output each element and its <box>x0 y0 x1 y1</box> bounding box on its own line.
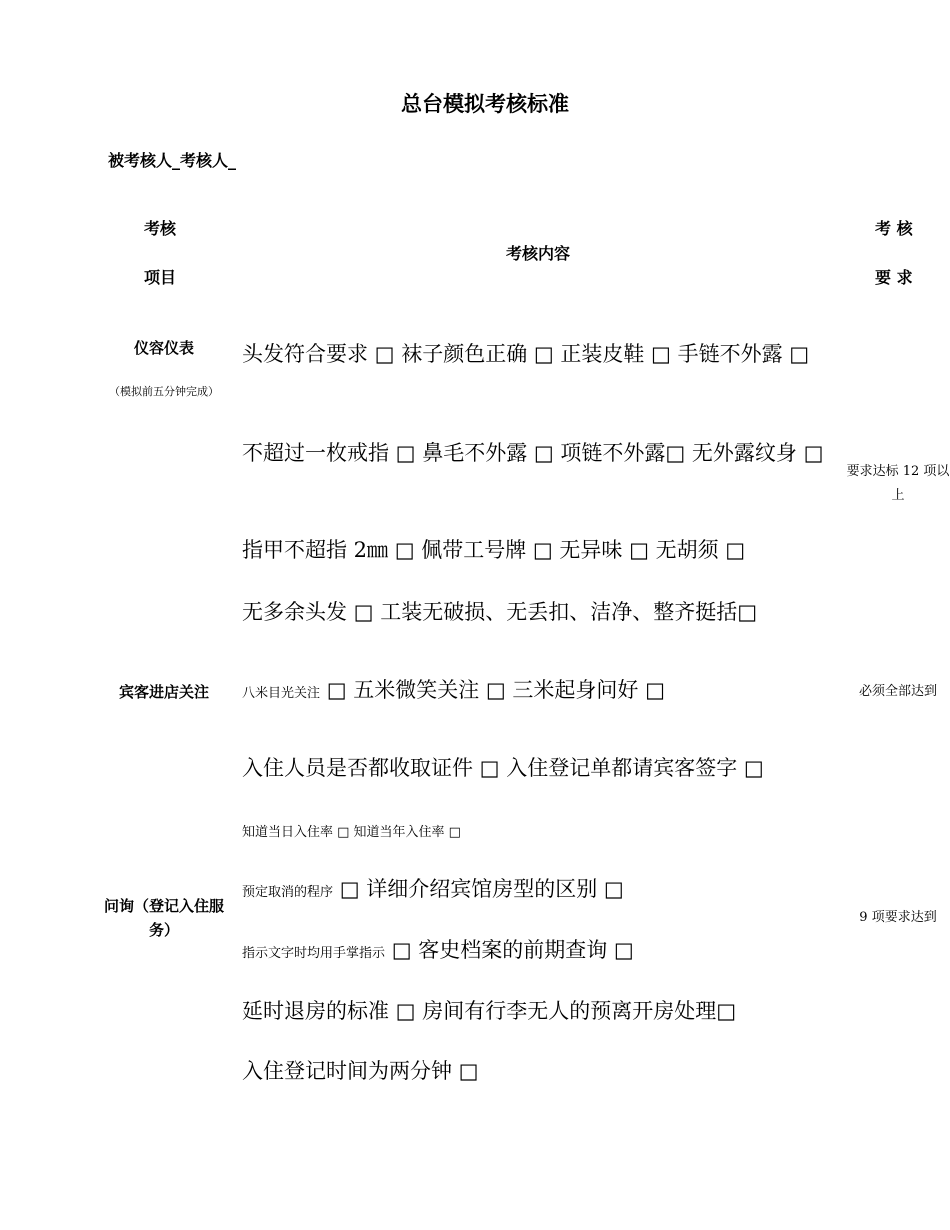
document-title: 总台模拟考核标准 <box>401 92 569 116</box>
requirement-inquiry-checkin: 9 项要求达到 <box>859 910 937 925</box>
checklist-line <box>242 750 852 790</box>
requirement-guest-arrival: 必须全部达到 <box>858 684 937 699</box>
checklist-text: 延时退房的标准 □ 房间有行李无人的预离开房处理□ <box>242 999 737 1023</box>
checklist-line <box>242 672 852 712</box>
checklist-line <box>242 811 852 851</box>
checklist-text-small: 知道当日入住率 □ 知道当年入住率 □ <box>242 825 461 840</box>
checklist-line <box>242 871 852 911</box>
checklist-text: 入住人员是否都收取证件 □ 入住登记单都请宾客签字 □ <box>242 756 764 780</box>
checklist-line <box>242 932 852 972</box>
section-label-inquiry-checkin: 问询（登记入住服务） <box>103 897 224 939</box>
checklist-line: 无多余头发 □ 工装无破损、无丢扣、洁净、整齐挺括□ <box>242 600 758 624</box>
examinee-examiner-line: 被考核人_考核人_ <box>108 151 237 170</box>
checklist-text: □ 五米微笑关注 □ 三米起身问好 □ <box>320 678 665 702</box>
section-label-guest-arrival: 宾客进店关注 <box>118 683 209 701</box>
requirement-appearance: 要求达标 12 项以上 <box>846 464 950 503</box>
checklist-text-small: 八米目光关注 <box>242 686 321 701</box>
checklist-text: 入住登记时间为两分钟 □ <box>242 1059 479 1083</box>
checklist-line: 指甲不超指 2㎜ □ 佩带工号牌 □ 无异味 □ 无胡须 □ <box>242 538 746 562</box>
header-content: 考核内容 <box>506 244 571 263</box>
section-label-appearance: 仪容仪表 <box>133 339 194 357</box>
checklist-line: 头发符合要求 □ 袜子颜色正确 □ 正装皮鞋 □ 手链不外露 □ <box>242 342 810 366</box>
header-requirement-line1: 考 核 <box>875 219 913 238</box>
checklist-text-small: 指示文字时均用手掌指示 <box>242 946 386 961</box>
checklist-line: 不超过一枚戒指 □ 鼻毛不外露 □ 项链不外露□ 无外露纹身 □ <box>242 441 824 465</box>
checklist-text: □ 详细介绍宾馆房型的区别 □ <box>333 877 624 901</box>
checklist-text-small: 预定取消的程序 <box>242 885 334 900</box>
header-requirement-line2: 要 求 <box>875 268 913 287</box>
checklist-line <box>242 1053 852 1093</box>
checklist-line <box>242 993 852 1033</box>
section-sub-appearance: （模拟前五分钟完成） <box>109 385 219 398</box>
header-item-line2: 项目 <box>144 268 177 287</box>
header-item-line1: 考核 <box>144 219 177 238</box>
checklist-text: □ 客史档案的前期查询 □ <box>385 938 634 962</box>
